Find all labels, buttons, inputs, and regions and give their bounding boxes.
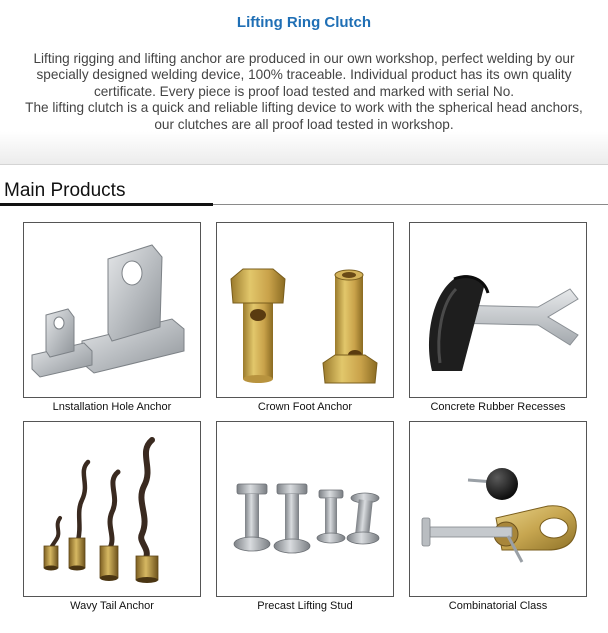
- product-image-frame[interactable]: [216, 222, 394, 398]
- product-image-frame[interactable]: [409, 222, 587, 398]
- heading-underline: [0, 203, 213, 206]
- product-caption[interactable]: Combinatorial Class: [448, 600, 548, 612]
- product-caption[interactable]: Precast Lifting Stud: [257, 600, 353, 612]
- intro-description: [20, 51, 588, 133]
- intro-banner: [0, 0, 608, 165]
- product-card-wavy-tail-anchor[interactable]: [23, 421, 201, 612]
- crown-foot-anchor-image: [217, 223, 393, 397]
- product-caption[interactable]: Crown Foot Anchor: [257, 401, 353, 413]
- concrete-rubber-recess-image: [410, 223, 586, 397]
- product-card-installation-hole-anchor[interactable]: [23, 222, 201, 413]
- combinatorial-class-image: [410, 422, 586, 596]
- product-card-concrete-rubber-recesses[interactable]: [409, 222, 587, 413]
- page-title: Lifting Ring Clutch: [236, 14, 372, 31]
- precast-lifting-stud-image: [217, 422, 393, 596]
- wavy-tail-anchor-image: [24, 422, 200, 596]
- product-image-frame[interactable]: [23, 421, 201, 597]
- intro-paragraph-1: Lifting rigging and lifting anchor are produced in our own workshop, perfect welding by our specially designed welding device, 100% traceable. Individual product has its own quality certificate. Every piece is proof load tested and marked with serial No.: [33, 51, 575, 99]
- product-card-crown-foot-anchor[interactable]: [216, 222, 394, 413]
- product-card-precast-lifting-stud[interactable]: [216, 421, 394, 612]
- product-image-frame[interactable]: [23, 222, 201, 398]
- product-caption[interactable]: Concrete Rubber Recesses: [430, 401, 566, 413]
- product-image-frame[interactable]: [216, 421, 394, 597]
- installation-hole-anchor-image: [24, 223, 200, 397]
- product-caption[interactable]: Wavy Tail Anchor: [70, 600, 154, 612]
- intro-paragraph-2: The lifting clutch is a quick and reliable lifting device to work with the spherical head anchors, our clutches are all proof load tested in workshop.: [25, 100, 583, 132]
- heading-divider: [213, 204, 608, 205]
- product-image-frame[interactable]: [409, 421, 587, 597]
- product-caption[interactable]: Lnstallation Hole Anchor: [52, 401, 172, 413]
- section-heading: Main Products: [4, 180, 126, 201]
- product-card-combinatorial-class[interactable]: [409, 421, 587, 612]
